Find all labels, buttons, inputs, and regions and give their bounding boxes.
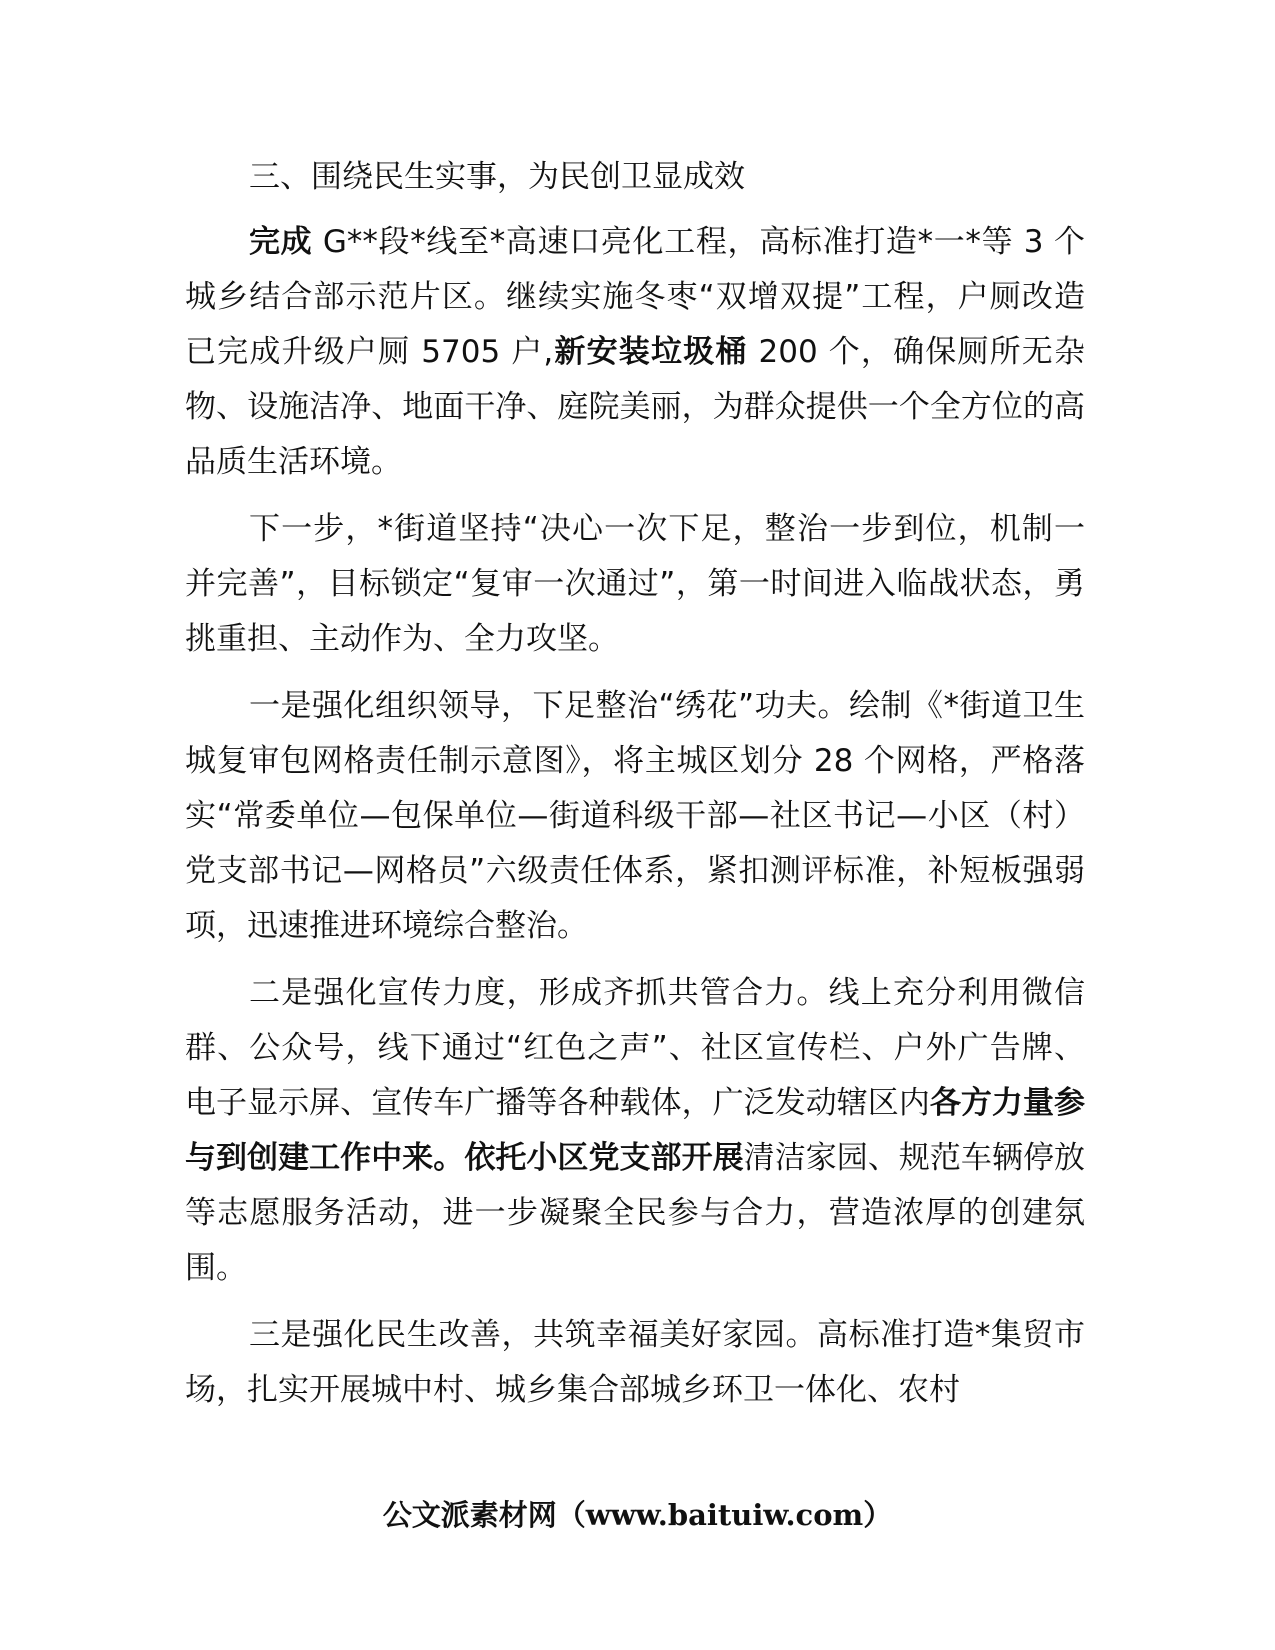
footer-watermark: 公文派素材网（www.baituiw.com） — [382, 1498, 893, 1532]
paragraph-achievements-text-b: 200 个，确保厕所无杂物、设施洁净、地面干净、庭院美丽，为群众提供一个全方位的高品质生活环境。 — [185, 334, 1085, 480]
paragraph-achievements-bold-mid: 新安装垃圾桶 — [553, 334, 748, 370]
paragraph-publicity-text-a: 二是强化宣传力度，形成齐抓共管合力。线上充分利用微信群、公众号，线下通过“红色之声”、社区宣传栏、户外广告牌、电子显示屏、宣传车广播等各种载体，广泛发动辖区内 — [185, 975, 1085, 1121]
paragraph-organization: 一是强化组织领导，下足整治“绣花”功夫。绘制《*街道卫生城复审包网格责任制示意图》，将主城区划分 28 个网格，严格落实“常委单位—包保单位—街道科级干部—社区书记—小区（村）党支部书记—网格员”六级责任体系，紧扣测评标准，补短板强弱项，迅速推进环境综合整治。 — [185, 688, 1085, 944]
paragraph-next-step: 下一步，*街道坚持“决心一次下足，整治一步到位，机制一并完善”，目标锁定“复审一次通过”，第一时间进入临战状态，勇挑重担、主动作为、全力攻坚。 — [185, 511, 1085, 657]
paragraph-publicity-bold: 各方力量参与到创建工作中来。依托小区党支部开展 — [185, 1085, 1086, 1176]
paragraph-publicity — [185, 966, 1085, 1296]
paragraph-achievements-text-a: G**段*线至*高速口亮化工程，高标准打造*一*等 3 个城乡结合部示范片区。继续实施冬枣“双增双提”工程，户厕改造已完成升级户厕 5705 户, — [185, 224, 1086, 370]
section-heading: 三、围绕民生实事，为民创卫显成效 — [249, 159, 745, 195]
paragraph-achievements — [185, 215, 1085, 490]
paragraph-livelihood: 三是强化民生改善，共筑幸福美好家园。高标准打造*集贸市场，扎实开展城中村、城乡集合部城乡环卫一体化、农村 — [185, 1317, 1085, 1408]
paragraph-achievements-bold-start: 完成 — [249, 224, 313, 260]
document-body — [185, 150, 1085, 1430]
paragraph-publicity-text-b: 清洁家园、规范车辆停放等志愿服务活动，进一步凝聚全民参与合力，营造浓厚的创建氛围。 — [185, 1140, 1086, 1286]
